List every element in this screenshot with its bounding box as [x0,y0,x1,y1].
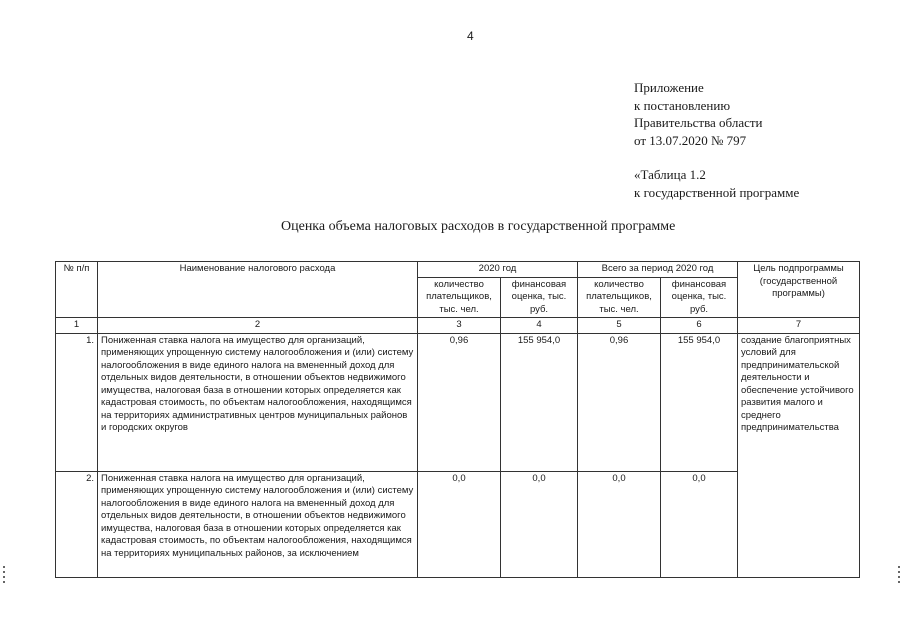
appendix-line: к постановлению [634,97,731,113]
table-ref-line: «Таблица 1.2 [634,167,706,182]
table-ref-line: к государственной программе [634,184,800,200]
index-cell: 1 [56,318,98,334]
row-fin-2020: 0,0 [501,471,578,577]
scan-margin-mark-right [898,566,900,586]
index-cell: 3 [418,318,501,334]
row-payers-total: 0,96 [578,333,661,471]
table-row [56,333,860,471]
index-cell: 5 [578,318,661,334]
row-name: Пониженная ставка налога на имущество для организаций, применяющих упрощенную систему налогообложения и (или) систему налогообложения в виде единого налога на вмененный доход для отдельных видов деятельности, в отношении объектов недвижимого имущества, налоговая база в отношении которых определяется как кадастровая стоимость, по объектам налогообложения, находящимся на территориях административных центров муниципальных районов и городских округов [98,333,418,471]
table-header-row [56,262,860,278]
row-fin-2020: 155 954,0 [501,333,578,471]
scan-margin-mark-left [3,566,5,586]
appendix-line: Правительства области [634,115,763,130]
row-fin-total: 0,0 [661,471,738,577]
page-number: 4 [467,29,474,43]
row-number: 2. [56,471,98,577]
row-payers-2020: 0,96 [418,333,501,471]
header-num: № п/п [56,262,98,318]
tax-expenditure-table [55,261,860,578]
index-cell: 7 [738,318,860,334]
row-payers-2020: 0,0 [418,471,501,577]
table-reference [634,166,799,201]
appendix-date-line: от 13.07.2020 № 797 [634,132,747,148]
row-name: Пониженная ставка налога на имущество для организаций, применяющих упрощенную систему налогообложения и (или) систему налогообложения в виде единого налога на вмененный доход для отдельных видов деятельности, в отношении объектов недвижимого имущества, налоговая база в отношении которых определяется как кадастровая стоимость, по объектам налогообложения, находящимся на территориях муниципальных районов, за исключением [98,471,418,577]
header-group-2020: 2020 год [418,262,578,278]
index-cell: 6 [661,318,738,334]
index-row [56,318,860,334]
header-group-total: Всего за период 2020 год [578,262,738,278]
appendix-line: Приложение [634,80,704,95]
row-number: 1. [56,333,98,471]
header-goal: Цель подпрограммы (государственной программы) [738,262,860,318]
row-fin-total: 155 954,0 [661,333,738,471]
document-title: Оценка объема налоговых расходов в государственной программе [281,219,676,234]
subheader-payers-total: количество плательщиков, тыс. чел. [578,277,661,318]
row-payers-total: 0,0 [578,471,661,577]
index-cell: 4 [501,318,578,334]
subheader-fin-total: финансовая оценка, тыс. руб. [661,277,738,318]
goal-cell: создание благоприятных условий для предпринимательской деятельности и обеспечение устойчивого развития малого и среднего предпринимательства [738,333,860,577]
header-name: Наименование налогового расхода [98,262,418,318]
index-cell: 2 [98,318,418,334]
appendix-block [634,79,763,149]
subheader-fin-2020: финансовая оценка, тыс. руб. [501,277,578,318]
subheader-payers-2020: количество плательщиков, тыс. чел. [418,277,501,318]
